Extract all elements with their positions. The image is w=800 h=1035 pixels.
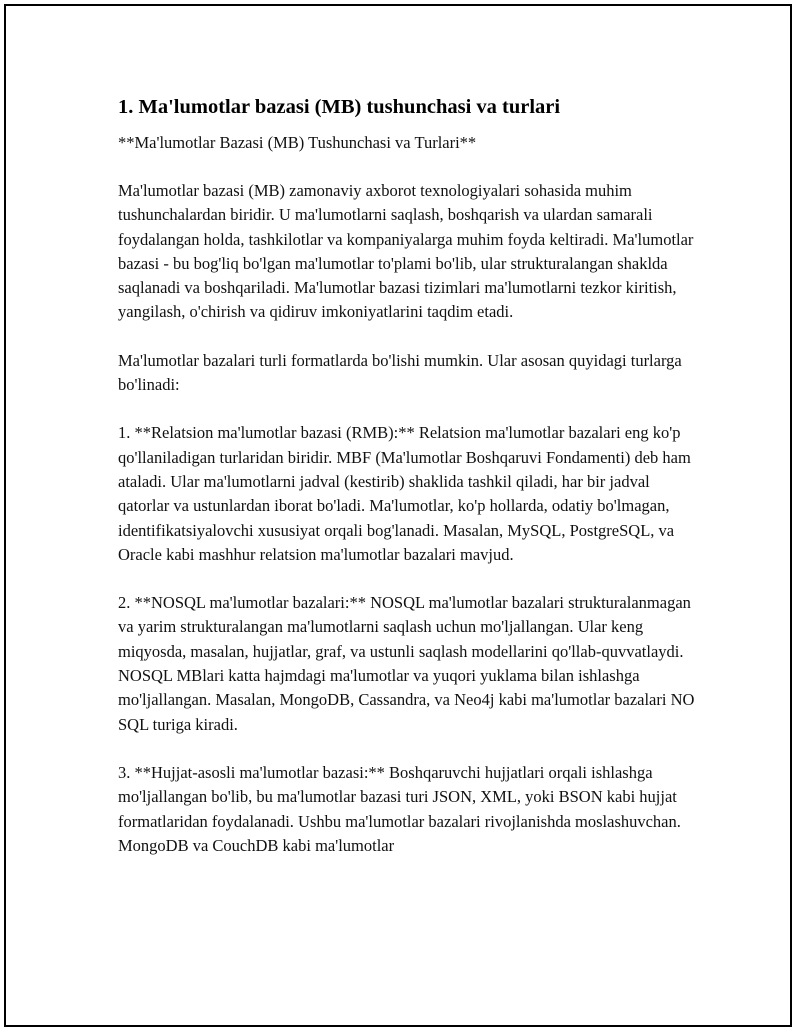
paragraph-nosql: 2. **NOSQL ma'lumotlar bazalari:** NOSQL ma'lumotlar bazalari strukturalanmagan va yarim strukturalangan ma'lumotlarni saqlash uchun mo'ljallangan. Ular keng miqyosda, masalan, hujjatlar, graf, va ustunli saqlash modellarini qo'llab-quvvatlaydi. NOSQL MBlari katta hajmdagi ma'lumotlar va yuqori yuklama bilan ishlashga mo'ljallangan. Masalan, MongoDB, Cassandra, va Neo4j kabi ma'lumotlar bazalari NO SQL turiga kiradi. [118, 593, 695, 734]
paragraph-relational: 1. **Relatsion ma'lumotlar bazasi (RMB):** Relatsion ma'lumotlar bazalari eng ko'p qo'llaniladigan turlaridan biridir. MBF (Ma'lumotlar Boshqaruvi Fondamenti) deb ham ataladi. Ular ma'lumotlarni jadval (kestirib) shaklida tashkil qiladi, har bir jadval qatorlar va ustunlardan iborat bo'ladi. Ma'lumotlar, ko'p hollarda, odatiy bo'lmagan, identifikatsiyalovchi xususiyat orqali bog'lanadi. Masalan, MySQL, PostgreSQL, va Oracle kabi mashhur relatsion ma'lumotlar bazalari mavjud. [118, 423, 691, 564]
document-body [118, 94, 698, 858]
paragraph-types-intro: Ma'lumotlar bazalari turli formatlarda bo'lishi mumkin. Ular asosan quyidagi turlarga bo'linadi: [118, 350, 682, 395]
paragraph-intro: Ma'lumotlar bazasi (MB) zamonaviy axborot texnologiyalari sohasida muhim tushunchalardan biridir. U ma'lumotlarni saqlash, boshqarish va ulardan samarali foydalangan holda, tashkilotlar va kompaniyalarga muhim foyda keltiradi. Ma'lumotlar bazasi - bu bog'liq bo'lgan ma'lumotlar to'plami bo'lib, ular strukturalangan shaklda saqlanadi va boshqariladi. Ma'lumotlar bazasi tizimlari ma'lumotlarni tezkor kiritish, yangilash, o'chirish va qidiruv imkoniyatlarini taqdim etadi. [118, 181, 694, 322]
document-subtitle: **Ma'lumotlar Bazasi (MB) Tushunchasi va Turlari** [118, 133, 477, 152]
document-title: 1. Ma'lumotlar bazasi (MB) tushunchasi va turlari [118, 96, 561, 118]
paragraph-document-based: 3. **Hujjat-asosli ma'lumotlar bazasi:** Boshqaruvchi hujjatlari orqali ishlashga mo'ljallangan bo'lib, bu ma'lumotlar bazasi turi JSON, XML, yoki BSON kabi hujjat formatlaridan foydalanadi. Ushbu ma'lumotlar bazalari rivojlanishda moslashuvchan. MongoDB va CouchDB kabi ma'lumotlar [118, 762, 681, 855]
